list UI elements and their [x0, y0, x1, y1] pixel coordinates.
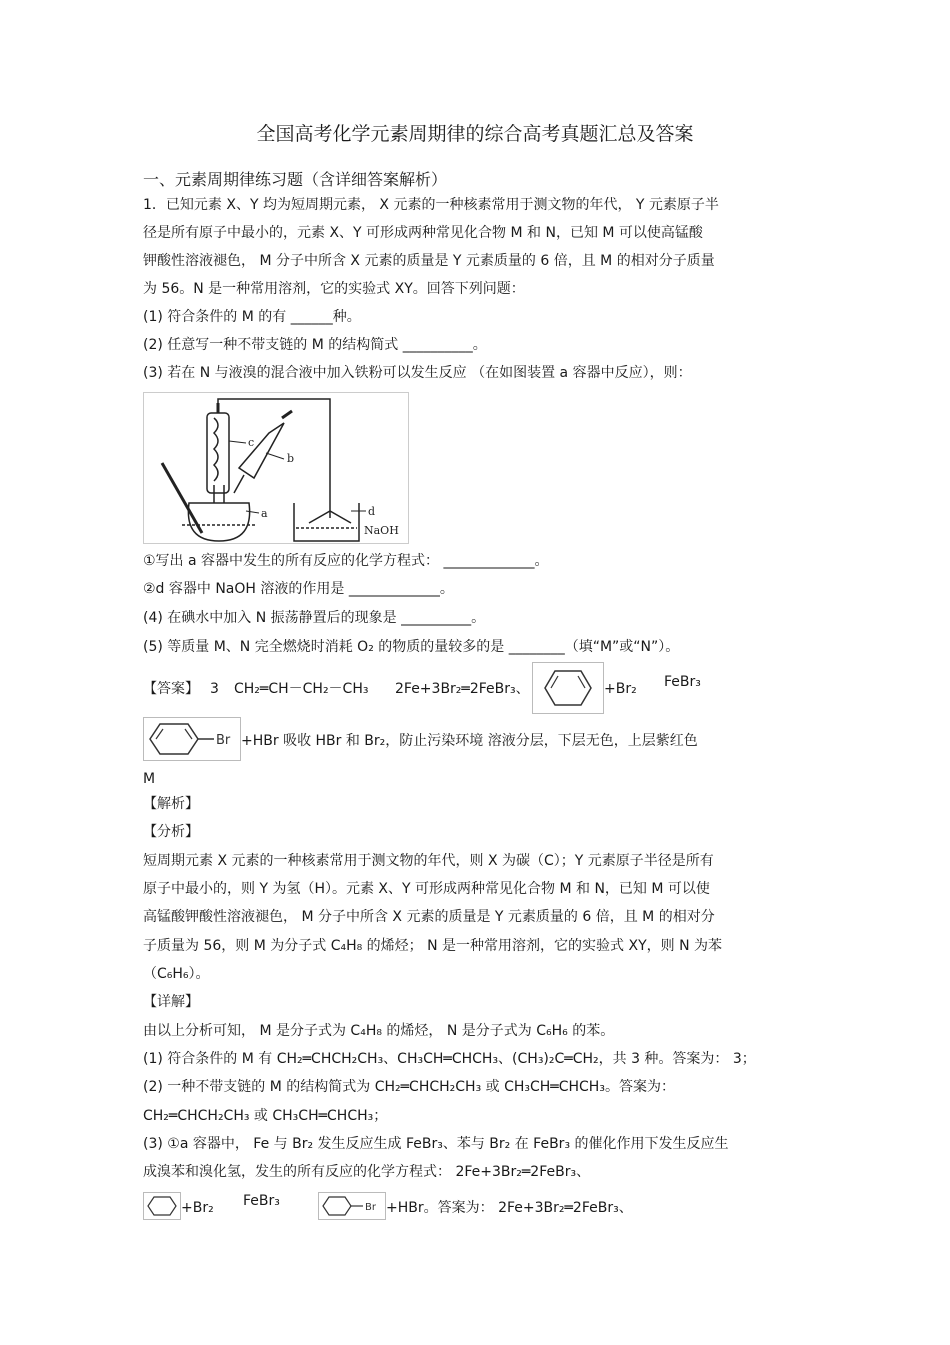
- analysis-text: （C₆H₆）。: [143, 966, 210, 982]
- answer-1: 3: [210, 681, 219, 697]
- benzene-small-image: [143, 1192, 181, 1220]
- question-sub-2: ②d 容器中 NaOH 溶液的作用是 _____________。: [143, 581, 454, 597]
- benzene-icon: [533, 663, 603, 713]
- detail-plus-br2: +Br₂: [181, 1200, 214, 1216]
- question-part-5: (5) 等质量 M、N 完全燃烧时消耗 O₂ 的物质的量较多的是 ________（填“M”或“N”）。: [143, 639, 680, 655]
- detail-catalyst: FeBr₃: [243, 1193, 280, 1209]
- question-line: 径是所有原子中最小的，元素 X、Y 可形成两种常见化合物 M 和 N，已知 M 可以使高锰酸: [143, 225, 703, 241]
- analysis-text: 原子中最小的，则 Y 为氢（H）。元素 X、Y 可形成两种常见化合物 M 和 N，已知 M 可以使: [143, 881, 710, 897]
- detail-text: (1) 符合条件的 M 有 CH₂═CHCH₂CH₃、CH₃CH═CHCH₃、(CH₃)₂C═CH₂，共 3 种。答案为： 3；: [143, 1051, 756, 1067]
- bromobenzene-image: [143, 717, 241, 761]
- detail-label: 【详解】: [143, 994, 199, 1010]
- label-naoh: NaOH: [364, 524, 399, 537]
- question-part-4: (4) 在碘水中加入 N 振荡静置后的现象是 __________。: [143, 610, 486, 626]
- answer-2: CH₂═CH－CH₂－CH₃: [234, 681, 369, 697]
- detail-text: (2) 一种不带支链的 M 的结构简式为 CH₂═CHCH₂CH₃ 或 CH₃CH═CHCH₃。答案为：: [143, 1079, 675, 1095]
- label-d: d: [368, 505, 376, 518]
- detail-text: CH₂═CHCH₂CH₃ 或 CH₃CH═CHCH₃；: [143, 1108, 388, 1124]
- answer-catalyst: FeBr₃: [664, 674, 701, 690]
- answer-label: 【答案】: [143, 681, 199, 697]
- bromobenzene-small-icon: [319, 1193, 385, 1219]
- analysis-text: 子质量为 56，则 M 为分子式 C₄H₈ 的烯烃； N 是一种常用溶剂，它的实验式 XY，则 N 为苯: [143, 938, 723, 954]
- detail-text: 成溴苯和溴化氢，发生的所有反应的化学方程式： 2Fe+3Br₂═2FeBr₃、: [143, 1164, 591, 1180]
- bromobenzene-small-image: [318, 1192, 386, 1220]
- question-line: 为 56。N 是一种常用溶剂，它的实验式 XY。回答下列问题：: [143, 281, 525, 297]
- benzene-ring-image: [532, 662, 604, 714]
- question-sub-1: ①写出 a 容器中发生的所有反应的化学方程式： _____________。: [143, 553, 549, 569]
- answer-line-2: +HBr 吸收 HBr 和 Br₂，防止污染环境 溶液分层，下层无色，上层紫红色: [241, 733, 698, 749]
- label-c: c: [248, 436, 255, 449]
- page-title: 全国高考化学元素周期律的综合高考真题汇总及答案: [256, 123, 694, 145]
- bromobenzene-icon: [144, 718, 240, 760]
- answer-plus-br2: +Br₂: [604, 681, 637, 697]
- apparatus-drawing: [144, 393, 408, 543]
- question-part-1: (1) 符合条件的 M 的有 ______种。: [143, 309, 361, 325]
- answer-3: 2Fe+3Br₂═2FeBr₃、: [395, 681, 530, 697]
- apparatus-figure: [143, 392, 409, 544]
- fenxi-label: 【分析】: [143, 824, 199, 840]
- br-label: Br: [216, 733, 231, 748]
- analysis-label: 【解析】: [143, 796, 199, 812]
- label-b: b: [287, 452, 295, 465]
- question-part-3: (3) 若在 N 与液溴的混合液中加入铁粉可以发生反应 （在如图装置 a 容器中反应），则：: [143, 365, 692, 381]
- question-line: 1．已知元素 X、Y 均为短周期元素， X 元素的一种核素常用于测文物的年代， Y 元素原子半: [143, 197, 719, 213]
- analysis-text: 短周期元素 X 元素的一种核素常用于测文物的年代，则 X 为碳（C）；Y 元素原子半径是所有: [143, 853, 714, 869]
- question-part-2: (2) 任意写一种不带支链的 M 的结构简式 __________。: [143, 337, 487, 353]
- benzene-small-icon: [144, 1193, 180, 1219]
- label-a: a: [261, 507, 268, 520]
- section-heading: 一、元素周期律练习题（含详细答案解析）: [143, 170, 448, 189]
- analysis-text: 高锰酸钾酸性溶液褪色， M 分子中所含 X 元素的质量是 Y 元素质量的 6 倍，且 M 的相对分: [143, 909, 715, 925]
- detail-final: +HBr。答案为： 2Fe+3Br₂═2FeBr₃、: [386, 1200, 633, 1216]
- detail-text: 由以上分析可知， M 是分子式为 C₄H₈ 的烯烃， N 是分子式为 C₆H₆ 的苯。: [143, 1023, 615, 1039]
- question-line: 钾酸性溶液褪色， M 分子中所含 X 元素的质量是 Y 元素质量的 6 倍，且 M 的相对分子质量: [143, 253, 715, 269]
- detail-text: (3) ①a 容器中， Fe 与 Br₂ 发生反应生成 FeBr₃、苯与 Br₂ 在 FeBr₃ 的催化作用下发生反应生: [143, 1136, 729, 1152]
- br-small-label: Br: [365, 1202, 376, 1213]
- answer-line-3: M: [143, 771, 156, 787]
